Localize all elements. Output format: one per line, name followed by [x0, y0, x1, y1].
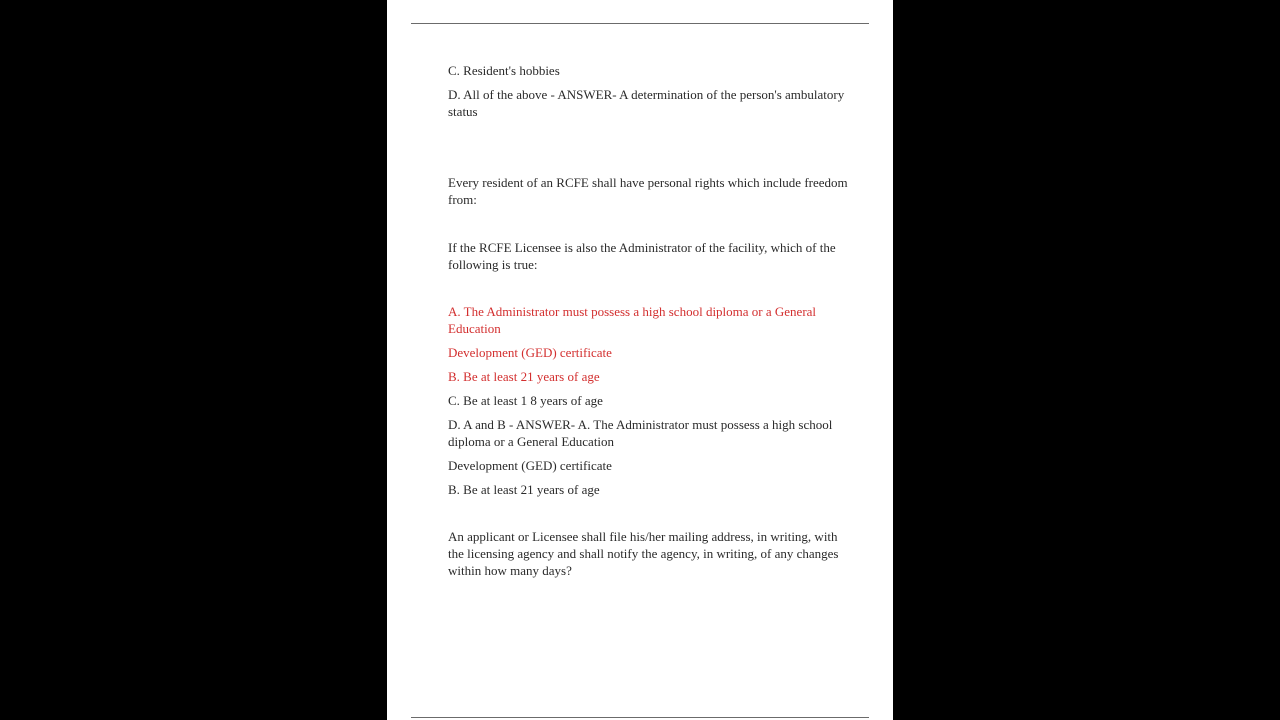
bottom-divider [411, 717, 869, 718]
option-d-answer-a-and-b: D. A and B - ANSWER- A. The Administrator must possess a high school diploma or a General Education [448, 417, 836, 449]
option-c-hobbies: C. Resident's hobbies [448, 63, 560, 78]
option-b-age-highlighted: B. Be at least 21 years of age [448, 369, 600, 384]
option-a-diploma-highlighted: A. The Administrator must possess a high school diploma or a General Education [448, 304, 820, 336]
answer-age-21: B. Be at least 21 years of age [448, 482, 600, 497]
option-a-ged-highlighted: Development (GED) certificate [448, 345, 612, 360]
answer-ged-certificate: Development (GED) certificate [448, 458, 612, 473]
document-page [387, 0, 893, 720]
question-personal-rights: Every resident of an RCFE shall have personal rights which include freedom from: [448, 175, 851, 207]
question-mailing-address: An applicant or Licensee shall file his/her mailing address, in writing, with the licensing agency and shall notify the agency, in writing, of any changes within how many days? [448, 529, 842, 578]
question-licensee-administrator: If the RCFE Licensee is also the Administrator of the facility, which of the following is true: [448, 240, 839, 272]
option-c-age: C. Be at least 1 8 years of age [448, 393, 603, 408]
option-d-answer: D. All of the above - ANSWER- A determination of the person's ambulatory status [448, 87, 848, 119]
top-divider [411, 23, 869, 24]
